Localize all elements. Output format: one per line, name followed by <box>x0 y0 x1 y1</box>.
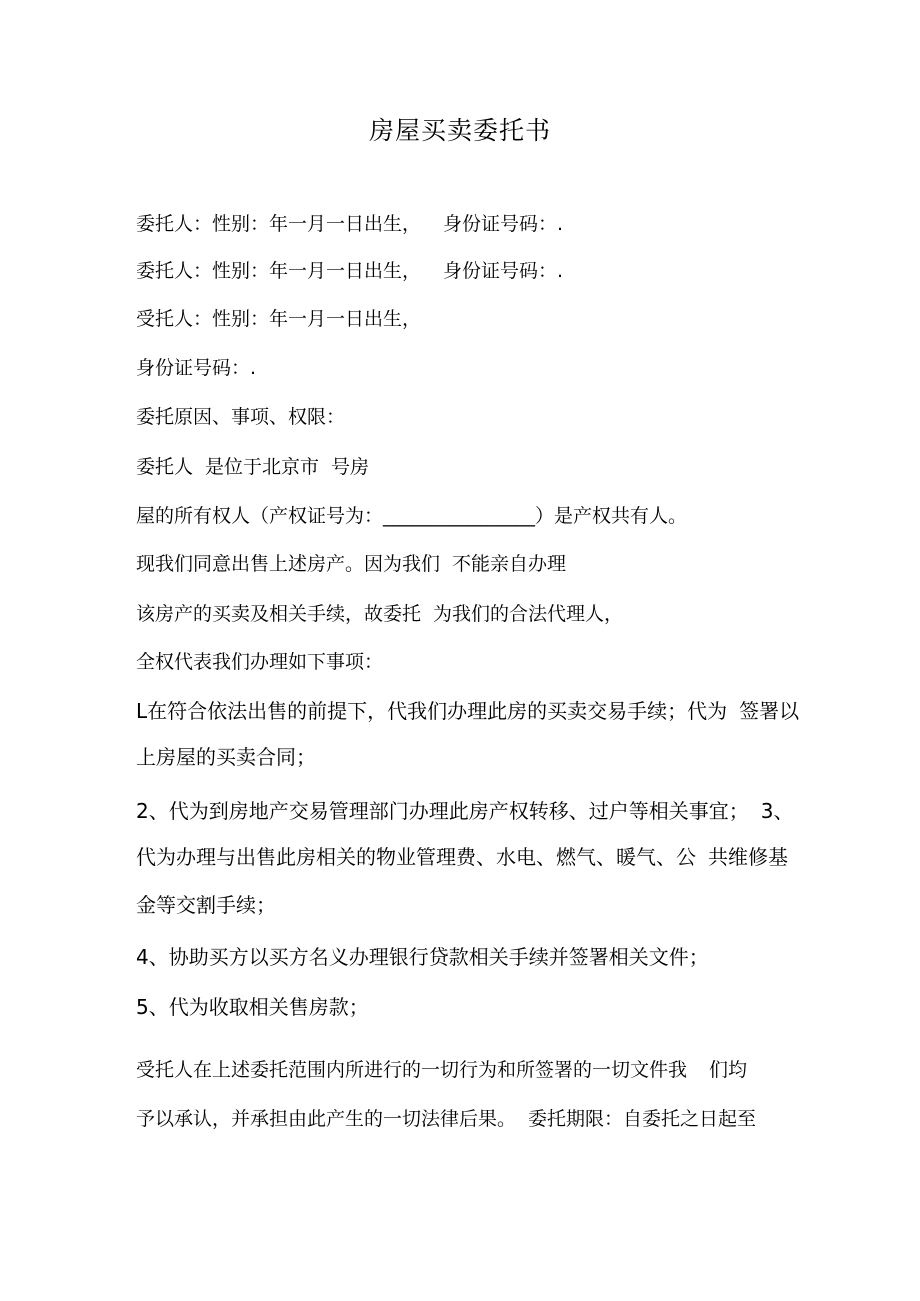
section-heading <box>136 403 796 431</box>
agent-id: 身份证号码：. <box>136 357 257 379</box>
body-line-3 <box>136 550 796 578</box>
text-segment: 为我们的合法代理人， <box>433 603 624 625</box>
principal-2-line <box>136 257 796 285</box>
agent-line <box>136 305 796 333</box>
text-segment: 受托人在上述委托范围内所进行的一切行为和所签署的一切文件我 <box>136 1059 688 1081</box>
principal-1-info: 委托人：性别：年一月一日出生， <box>136 213 422 235</box>
text-segment: 3、 <box>760 799 794 823</box>
item-3-line-1 <box>136 843 796 871</box>
text-segment: 屋的所有权人（产权证号为： <box>136 505 384 527</box>
body-line-4 <box>136 600 796 628</box>
principal-1-line <box>136 210 796 238</box>
item-5-line <box>136 993 796 1021</box>
body-line-2 <box>136 502 796 530</box>
text-segment: 委托期限：自委托之日起至 <box>528 1108 757 1130</box>
text-segment: 上房屋的买卖合同； <box>136 745 316 769</box>
principal-2-id: 身份证号码：. <box>443 260 564 282</box>
text-segment: 2、代为到房地产交易管理部门办理此房产权转移、过户等相关事宜； <box>136 799 749 823</box>
text-segment: L在符合依法出售的前提下，代我们办理此房的买卖交易手续；代为 <box>136 699 728 723</box>
body-line-5 <box>136 648 796 676</box>
certificate-number-blank: ________________ <box>383 505 536 527</box>
text-segment: 5、代为收取相关售房款； <box>136 995 369 1019</box>
principal-2-info: 委托人：性别：年一月一日出生， <box>136 260 422 282</box>
document-title: 房屋买卖委托书 <box>368 116 551 145</box>
text-segment: 委托人 <box>136 456 194 478</box>
body-line-1 <box>136 453 796 481</box>
item-2-line <box>136 797 796 825</box>
text-segment: 该房产的买卖及相关手续，故委托 <box>136 603 422 625</box>
text-segment: 4、协助买方以买方名义办理银行贷款相关手续并签署相关文件； <box>136 945 709 969</box>
text-segment: 号房 <box>331 456 370 478</box>
item-4-line <box>136 943 796 971</box>
text-segment: 金等交割手续； <box>136 893 276 917</box>
text-segment: 全权代表我们办理如下事项： <box>136 651 384 673</box>
text-segment: 不能亲自办理 <box>452 553 567 575</box>
item-1-line-2 <box>136 743 796 771</box>
item-3-line-2 <box>136 891 796 919</box>
closing-line-2 <box>136 1105 796 1133</box>
text-segment: 签署以 <box>739 699 800 723</box>
agent-info: 受托人：性别：年一月一日出生， <box>136 308 422 330</box>
text-segment: 共维修基 <box>708 845 788 869</box>
principal-1-id: 身份证号码：. <box>443 213 564 235</box>
text-segment: 是位于北京市 <box>205 456 320 478</box>
closing-line-1 <box>136 1056 796 1084</box>
text-segment: 们均 <box>709 1059 748 1081</box>
text-segment: ）是产权共有人。 <box>535 505 688 527</box>
agent-id-line <box>136 354 796 382</box>
text-segment: 现我们同意出售上述房产。因为我们 <box>136 553 441 575</box>
item-1-line-1 <box>136 697 800 725</box>
text-segment: 予以承认，并承担由此产生的一切法律后果。 <box>136 1108 517 1130</box>
text-segment: 代为办理与出售此房相关的物业管理费、水电、燃气、暖气、公 <box>136 845 696 869</box>
section-heading-text: 委托原因、事项、权限： <box>136 406 346 428</box>
